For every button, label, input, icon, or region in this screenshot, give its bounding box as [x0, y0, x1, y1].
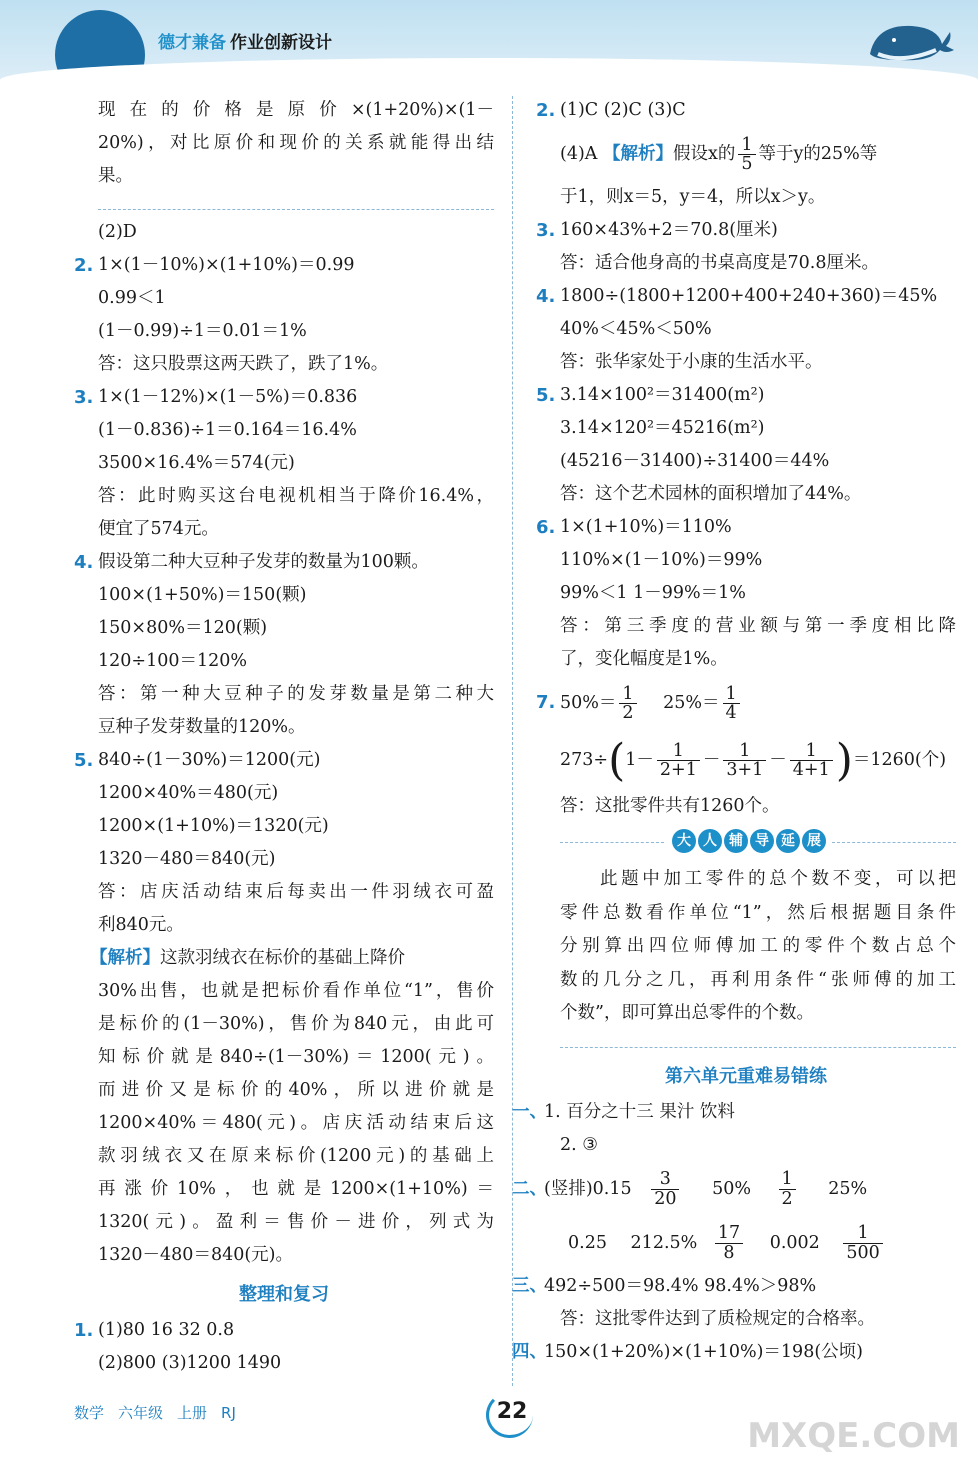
text-line: (2)800 (3)1200 1490 [98, 1353, 282, 1373]
fraction: $\frac{1}{2}$ [619, 685, 636, 723]
dashed-divider [98, 195, 494, 210]
text-line: 492÷500＝98.4% 98.4%＞98% [544, 1275, 817, 1296]
question-number: 2. [74, 255, 94, 276]
text-line: 3500×16.4%＝574(元) [98, 453, 295, 473]
text-line: 1×(1－12%)×(1－5%)＝0.836 [98, 387, 358, 407]
text-line: 1800÷(1800+1200+400+240+360)＝45% [560, 286, 938, 306]
text-line: 160×43%+2＝70.8(厘米) [560, 220, 778, 240]
text-line: 3.14×120²＝45216(m²) [560, 418, 765, 438]
question-number: 2. [536, 100, 556, 121]
text-line: 便宜了574元。 [98, 519, 219, 539]
section-title-review: 整理和复习 [239, 1284, 329, 1305]
question-5 [74, 744, 494, 942]
extend-title [672, 829, 826, 853]
text-part: 25%＝ [663, 693, 720, 713]
text-part: ＝1260(个) [852, 750, 947, 770]
text-line: 1×(1+10%)＝110% [560, 517, 732, 537]
text-part: 212.5% [630, 1232, 698, 1253]
section-title-unit: 第六单元重难易错练 [665, 1065, 827, 1087]
fraction: $\frac{17}{8}$ [715, 1224, 743, 1262]
text-line: 答：这批零件共有1260个。 [560, 796, 780, 816]
text-part: (4)A [560, 144, 603, 164]
text-line: 150×(1+20%)×(1+10%)＝198(公顷) [544, 1341, 863, 1362]
text-line: 数的几分之几，再利用条件“张师傅的加工 [560, 969, 956, 990]
dashed-divider [560, 1033, 956, 1048]
text-line: 于1，则x＝5，y＝4，所以x＞y。 [560, 187, 826, 207]
text-part: 50% [712, 1178, 751, 1199]
right-column [512, 94, 956, 1369]
text-line: 知标价就是840÷(1－30%)＝1200(元)。 [98, 1047, 494, 1067]
text-line: 1. 百分之十三 果汁 饮料 [544, 1101, 735, 1122]
text-part: － [769, 750, 787, 770]
text-line: 答：第一种大豆种子的发芽数量是第二种大 [98, 684, 494, 704]
text-line: (2)D [98, 222, 137, 242]
text-line: 豆种子发芽数量的120%。 [98, 717, 306, 737]
text-line: 1320－480＝840(元) [98, 849, 276, 869]
text-line: 利840元。 [98, 915, 184, 935]
text-line: 这款羽绒衣在标价的基础上降价 [160, 948, 405, 968]
text-line: 款羽绒衣又在原来标价(1200元)的基础上 [98, 1146, 494, 1166]
text-part: 1－ [625, 750, 654, 770]
header-brand: 德才兼备 [158, 33, 226, 53]
fraction: $\frac{1}{2}$ [779, 1170, 796, 1208]
question-5 [536, 379, 956, 511]
text-line: 840÷(1－30%)＝1200(元) [98, 750, 321, 770]
text-line: 2. ③ [560, 1134, 598, 1155]
fraction: $\frac{1}{4+1}$ [790, 742, 833, 780]
footer-subject: 数学 [74, 1404, 105, 1422]
text-line: (1－0.836)÷1＝0.164＝16.4% [98, 420, 357, 440]
text-line: 个数”，即可算出总零件的个数。 [560, 1003, 814, 1023]
question-number: 6. [536, 517, 556, 538]
whale-icon [866, 10, 956, 65]
text-line: 答：这只股票这两天跌了，跌了1%。 [98, 354, 389, 374]
section-two [512, 1162, 956, 1270]
text-line: 0.99＜1 [98, 288, 166, 308]
fraction: $\frac{1}{2+1}$ [657, 742, 700, 780]
text-line: 120÷100＝120% [98, 651, 247, 671]
fraction: $\frac{1}{4}$ [723, 685, 740, 723]
left-paren: ( [608, 734, 626, 786]
question-2 [536, 94, 956, 214]
page-footer [74, 1402, 250, 1423]
text-line: 3.14×100²＝31400(m²) [560, 385, 765, 405]
review-question-1 [74, 1314, 494, 1380]
section-number: 一、 [512, 1101, 547, 1122]
text-line: 30%出售，也就是把标价看作单位“1”，售价 [98, 981, 494, 1001]
analysis-tag: 【解析】 [90, 948, 160, 968]
question-4 [536, 280, 956, 379]
text-line: (1)C (2)C (3)C [560, 100, 686, 120]
question-number: 4. [536, 286, 556, 307]
text-line: 20%)，对比原价和现价的关系就能得出结 [98, 133, 494, 153]
section-three [512, 1270, 956, 1336]
text-part: － [702, 750, 721, 770]
text-line: 150×80%＝120(颗) [98, 618, 268, 638]
text-part: 0.002 [769, 1232, 820, 1253]
text-line: 1200×(1+10%)＝1320(元) [98, 816, 329, 836]
text-line: 了，变化幅度是1%。 [560, 649, 728, 669]
text-line: 零件总数看作单位“1”，然后根据题目条件 [560, 902, 956, 923]
text-part: 等于y的25%等 [758, 144, 878, 164]
header-wave-decoration [0, 58, 978, 80]
text-part: (竖排)0.15 [544, 1178, 632, 1199]
text-line: 果。 [98, 166, 133, 186]
extend-paragraph [536, 863, 956, 1031]
question-number: 5. [536, 385, 556, 406]
question-6 [536, 511, 956, 676]
question-3 [536, 214, 956, 280]
dashed-divider [560, 842, 664, 843]
text-line: 是标价的(1－30%)，售价为840元，由此可 [98, 1014, 494, 1034]
text-line: 答：店庆活动结束后每卖出一件羽绒衣可盈 [98, 882, 494, 902]
section-number: 四、 [512, 1341, 547, 1362]
text-line: 分别算出四位师傅加工的零件个数占总个 [560, 936, 956, 956]
footer-grade: 六年级 [118, 1404, 164, 1422]
header-title [158, 28, 332, 53]
title-char: 人 [698, 829, 722, 853]
text-line: 答：此时购买这台电视机相当于降价16.4%， [98, 486, 494, 506]
extend-banner [560, 823, 956, 863]
fraction: $\frac{1}{3+1}$ [723, 742, 766, 780]
text-line: 1200×40%＝480(元) [98, 783, 279, 803]
text-line: 答：这批零件达到了质检规定的合格率。 [560, 1308, 875, 1329]
text-part: 50%＝ [560, 693, 617, 713]
text-line: 再涨价10%，也就是1200×(1+10%)＝ [98, 1179, 494, 1199]
text-line: (1)80 16 32 0.8 [98, 1320, 235, 1340]
text-part: 273÷ [560, 750, 609, 770]
text-part: 假设x的 [673, 144, 736, 164]
fraction: $\frac{1}{500}$ [843, 1224, 882, 1262]
left-column [74, 94, 494, 1380]
question-number: 3. [536, 220, 556, 241]
question-number: 7. [536, 692, 556, 713]
analysis-tag: 【解析】 [603, 144, 673, 164]
text-line: 1320－480＝840(元)。 [98, 1245, 293, 1265]
text-line: 答：适合他身高的书桌高度是70.8厘米。 [560, 253, 879, 273]
page-number: 22 [488, 1392, 536, 1432]
section-number: 二、 [512, 1178, 547, 1199]
text-line: (45216－31400)÷31400＝44% [560, 451, 830, 471]
footer-edition: RJ [221, 1404, 236, 1422]
title-char: 辅 [724, 829, 748, 853]
watermark-logo: MXQE.COM [747, 1416, 960, 1456]
section-four [512, 1336, 956, 1369]
title-char: 展 [802, 829, 826, 853]
page-header [0, 0, 978, 80]
header-subtitle: 作业创新设计 [230, 33, 332, 53]
dashed-divider [832, 842, 956, 843]
section-one [512, 1096, 956, 1162]
text-line: 1320(元)。盈利＝售价－进价，列式为 [98, 1212, 494, 1232]
footer-volume: 上册 [177, 1404, 208, 1422]
text-line: 假设第二种大豆种子发芽的数量为100颗。 [98, 552, 429, 572]
section-number: 三、 [512, 1275, 547, 1296]
text-line: 100×(1+50%)＝150(颗) [98, 585, 307, 605]
text-line: 答：张华家处于小康的生活水平。 [560, 352, 823, 372]
title-char: 导 [750, 829, 774, 853]
text-part: 0.25 [568, 1232, 607, 1253]
question-number: 3. [74, 387, 94, 408]
text-line: 此题中加工零件的总个数不变，可以把 [600, 869, 956, 889]
question-number: 1. [74, 1320, 94, 1341]
fraction: $\frac{1}{5}$ [738, 136, 755, 174]
title-char: 延 [776, 829, 800, 853]
analysis-block [74, 942, 494, 1272]
text-line: (1－0.99)÷1＝0.01＝1% [98, 321, 307, 341]
text-part: 25% [828, 1178, 868, 1199]
text-line: 1×(1－10%)×(1+10%)＝0.99 [98, 255, 355, 275]
text-line: 110%×(1－10%)＝99% [560, 550, 763, 570]
text-line: 40%＜45%＜50% [560, 319, 712, 339]
question-3 [74, 381, 494, 546]
question-2 [74, 249, 494, 381]
text-line: 现在的价格是原价×(1+20%)×(1－ [98, 100, 494, 120]
text-line: 答：第三季度的营业额与第一季度相比降 [560, 616, 956, 636]
text-line: 99%＜1 1－99%＝1% [560, 583, 746, 603]
title-char: 大 [672, 829, 696, 853]
question-4 [74, 546, 494, 744]
fraction: $\frac{3}{20}$ [651, 1170, 679, 1208]
question-number: 4. [74, 552, 94, 573]
question-number: 5. [74, 750, 94, 771]
text-line: 而进价又是标价的40%，所以进价就是 [98, 1080, 494, 1100]
text-line: 答：这个艺术园林的面积增加了44%。 [560, 484, 862, 504]
page-number-arc [486, 1392, 533, 1438]
right-paren: ) [835, 734, 853, 786]
text-line: 1200×40%＝480(元)。店庆活动结束后这 [98, 1113, 494, 1133]
question-7 [536, 676, 956, 823]
